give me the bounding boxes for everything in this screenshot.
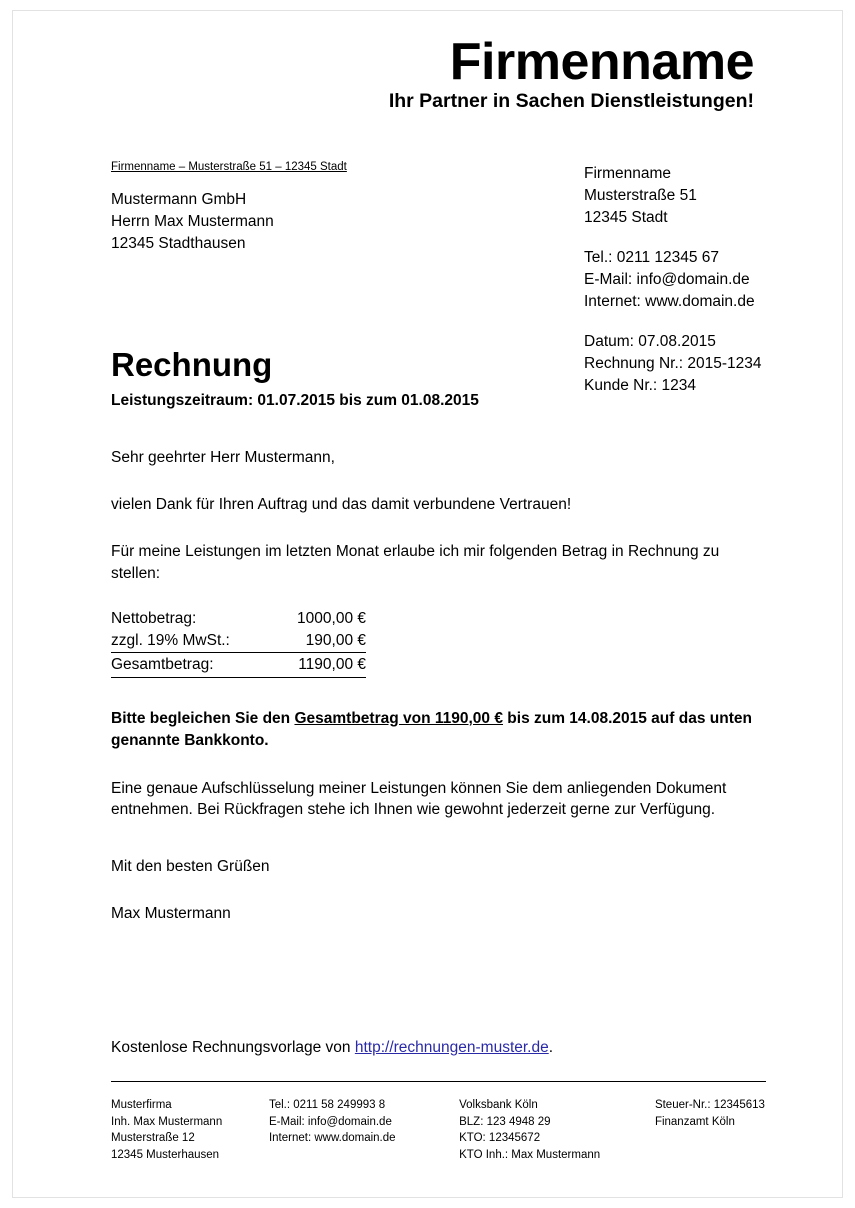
signature-name: Max Mustermann <box>111 905 231 923</box>
footer-line: Volksbank Köln <box>459 1099 538 1111</box>
details-paragraph: Eine genaue Aufschlüsselung meiner Leistungen können Sie dem anliegenden Dokument entnehmen. Bei Rückfragen stehe ich Ihnen wie gewohnt jederzeit gerne zur Verfügung. <box>111 779 727 818</box>
letter-body <box>111 447 761 951</box>
thanks-paragraph: vielen Dank für Ihren Auftrag und das damit verbundene Vertrauen! <box>111 496 572 514</box>
footer-line: Tel.: 0211 58 249993 8 <box>268 1099 386 1111</box>
sender-phone: Tel.: 0211 12345 67 <box>584 249 720 266</box>
footer-line: 12345 Musterhausen <box>111 1149 220 1162</box>
payment-notice-prefix: Bitte begleichen Sie den <box>111 709 295 727</box>
footer-line: BLZ: 123 4948 29 <box>459 1115 551 1128</box>
footer-line: Musterfirma <box>111 1099 172 1111</box>
footer-columns <box>111 1097 811 1164</box>
sender-email: E-Mail: info@domain.de <box>584 271 750 288</box>
footer-line: E-Mail: info@domain.de <box>268 1115 392 1128</box>
intro-paragraph: Für meine Leistungen im letzten Monat erlaube ich mir folgenden Betrag in Rechnung zu stellen: <box>111 543 720 582</box>
company-name: Firmenname <box>449 33 754 91</box>
template-credit-prefix: Kostenlose Rechnungsvorlage von <box>111 1039 355 1056</box>
footer-contact-column <box>269 1097 459 1164</box>
template-credit <box>111 1039 553 1057</box>
payment-notice <box>111 708 761 752</box>
sender-company-block <box>584 163 762 229</box>
template-credit-link[interactable]: http://rechnungen-muster.de <box>354 1039 549 1056</box>
sender-city: 12345 Stadt <box>584 209 668 226</box>
vat-label: zzgl. 19% MwSt.: <box>111 632 230 650</box>
net-amount-value: 1000,00 € <box>297 609 366 627</box>
table-row <box>111 630 366 653</box>
sender-contact-block <box>584 247 762 313</box>
footer-line: Internet: www.domain.de <box>268 1132 396 1145</box>
service-period: Leistungszeitraum: 01.07.2015 bis zum 01.08.2015 <box>111 392 479 409</box>
net-amount-label: Nettobetrag: <box>111 609 197 627</box>
payment-notice-amount: Gesamtbetrag von 1190,00 € <box>294 709 503 727</box>
recipient-line: 12345 Stadthausen <box>111 235 246 252</box>
total-value: 1190,00 € <box>266 653 366 677</box>
sender-return-address: Firmenname – Musterstraße 51 – 12345 Stadt <box>111 161 347 173</box>
footer-bank-column <box>459 1097 655 1164</box>
vat-value: 190,00 € <box>305 632 366 650</box>
invoice-number: Rechnung Nr.: 2015-1234 <box>584 355 762 372</box>
amount-table <box>111 608 366 678</box>
template-credit-suffix: . <box>548 1039 554 1056</box>
sender-info-column <box>584 163 762 397</box>
footer-company-column <box>111 1097 269 1164</box>
page-title: Rechnung <box>111 346 273 383</box>
sender-street: Musterstraße 51 <box>584 187 697 204</box>
paper-sheet <box>12 10 843 1198</box>
sender-website: Internet: www.domain.de <box>584 293 755 310</box>
salutation: Sehr geehrter Herr Mustermann, <box>111 449 335 466</box>
recipient-line: Herrn Max Mustermann <box>111 213 274 230</box>
closing-greeting: Mit den besten Grüßen <box>111 858 270 876</box>
invoice-date: Datum: 07.08.2015 <box>584 333 716 350</box>
footer-line: Inh. Max Mustermann <box>111 1115 223 1128</box>
spacer <box>111 846 761 856</box>
footer-line: Musterstraße 12 <box>111 1132 195 1145</box>
payment-notice-suffix: bis zum 14.08.2015 auf das unten genannte Bankkonto. <box>111 709 752 749</box>
footer-line: KTO Inh.: Max Mustermann <box>459 1149 601 1162</box>
sender-company-name: Firmenname <box>584 165 671 182</box>
letterhead <box>234 35 754 113</box>
footer-line: Steuer-Nr.: 12345613 <box>654 1099 765 1111</box>
footer-line: Finanzamt Köln <box>654 1115 735 1128</box>
table-row <box>111 653 366 677</box>
recipient-line: Mustermann GmbH <box>111 191 247 208</box>
footer-line: KTO: 12345672 <box>459 1132 541 1145</box>
recipient-address <box>111 189 274 255</box>
invoice-meta-block <box>584 331 762 397</box>
total-label: Gesamtbetrag: <box>111 653 266 677</box>
company-slogan: Ihr Partner in Sachen Dienstleistungen! <box>388 90 754 113</box>
footer-divider <box>111 1081 766 1082</box>
table-row <box>111 608 366 630</box>
customer-number: Kunde Nr.: 1234 <box>584 377 697 394</box>
footer-tax-column <box>655 1097 811 1164</box>
